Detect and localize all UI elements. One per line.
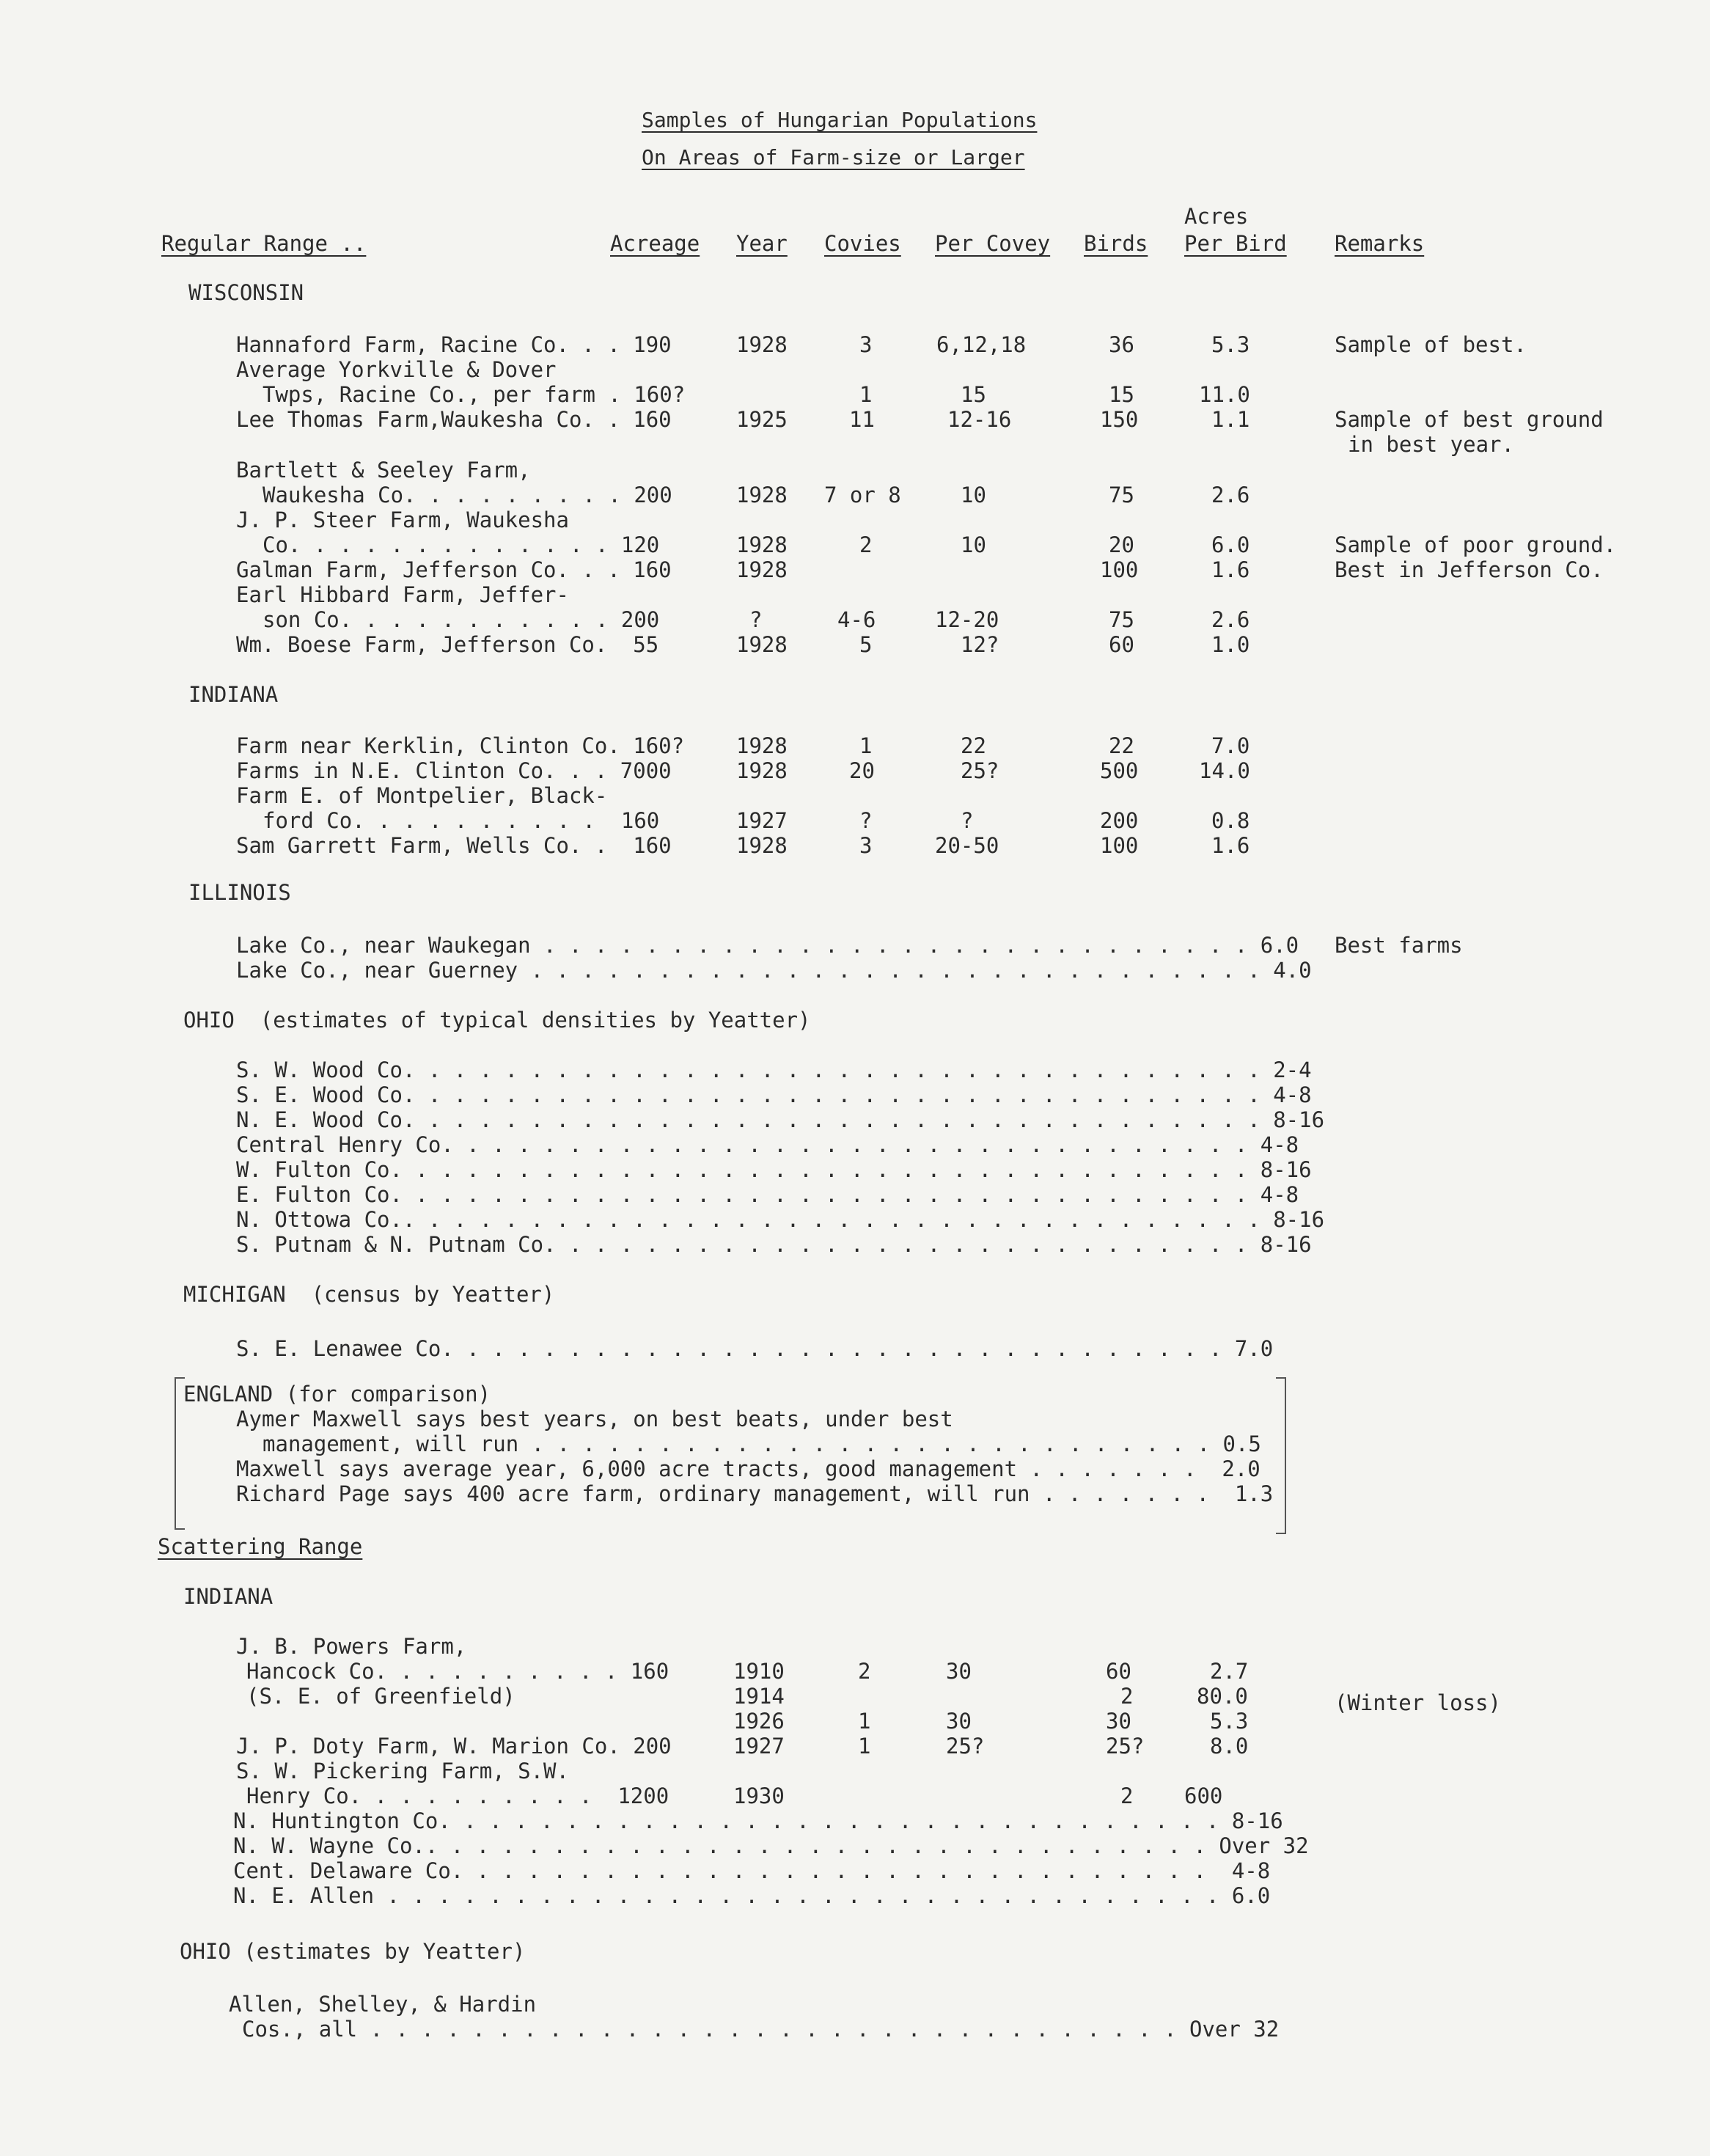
row-year: 1928 (736, 332, 788, 357)
row-year: 1928 (736, 833, 788, 858)
row-name: J. P. Steer Farm, Waukesha (236, 507, 569, 532)
row-name: Twps, Racine Co., per farm . 160? (263, 382, 686, 407)
row-remarks: (Winter loss) (1335, 1690, 1501, 1715)
row-per-covey: 12? (961, 632, 999, 657)
header-acreage: Acreage (610, 231, 700, 256)
row-year: 1928 (736, 532, 788, 557)
row-birds: 100 (1100, 833, 1139, 858)
row-covies: 5 (859, 632, 873, 657)
list-item: Cent. Delaware Co. . . . . . . . . . . . . . . . . . . . . . . . . . . . . . 4-8 (233, 1858, 1271, 1883)
row-covies: 1 (858, 1734, 871, 1759)
row-year: 1928 (736, 733, 788, 758)
row-covies: 2 (858, 1659, 871, 1684)
list-item: N. Huntington Co. . . . . . . . . . . . . . . . . . . . . . . . . . . . . . . 8-16 (233, 1808, 1283, 1833)
row-covies: 2 (859, 532, 873, 557)
row-birds: 100 (1100, 557, 1139, 582)
row-remarks: in best year. (1348, 432, 1514, 457)
list-item: S. W. Wood Co. . . . . . . . . . . . . . . . . . . . . . . . . . . . . . . . . . 2-4 (236, 1057, 1312, 1082)
row-birds: 200 (1100, 808, 1139, 833)
row-name: Earl Hibbard Farm, Jeffer- (236, 582, 569, 607)
row-acres-per-bird: 6.0 (1211, 532, 1250, 557)
row-birds: 22 (1109, 733, 1134, 758)
row-per-covey: 25? (961, 758, 999, 783)
row-covies: ? (859, 808, 873, 833)
header-range: Regular Range .. (161, 231, 367, 256)
row-name: S. W. Pickering Farm, S.W. (236, 1759, 569, 1783)
row-name: Waukesha Co. . . . . . . . . 200 (263, 483, 672, 507)
list-item: management, will run . . . . . . . . . . . . . . . . . . . . . . . . . . . 0.5 (263, 1431, 1261, 1456)
row-per-covey: 25? (946, 1734, 985, 1759)
row-name: Hannaford Farm, Racine Co. . . 190 (236, 332, 672, 357)
list-item: Richard Page says 400 acre farm, ordinary management, will run . . . . . . . 1.3 (236, 1481, 1274, 1506)
list-item: Aymer Maxwell says best years, on best beats, under best (236, 1407, 953, 1431)
list-item: N. Ottowa Co.. . . . . . . . . . . . . . . . . . . . . . . . . . . . . . . . . . 8-16 (236, 1207, 1325, 1232)
row-covies: 20 (849, 758, 875, 783)
row-year: 1927 (733, 1734, 785, 1759)
row-acres-per-bird: 1.0 (1211, 632, 1250, 657)
row-birds: 25? (1106, 1734, 1145, 1759)
section-illinois: ILLINOIS (188, 880, 291, 905)
row-year: 1914 (733, 1684, 785, 1709)
list-item: S. E. Lenawee Co. . . . . . . . . . . . . . . . . . . . . . . . . . . . . . . 7.0 (236, 1336, 1274, 1361)
row-birds: 500 (1100, 758, 1139, 783)
row-remarks: Sample of best. (1335, 332, 1527, 357)
row-acres-per-bird: 2.6 (1211, 483, 1250, 507)
row-per-covey: 15 (961, 382, 986, 407)
row-name: Hancock Co. . . . . . . . . . 160 (246, 1659, 669, 1684)
row-birds: 15 (1109, 382, 1134, 407)
section-ohio-scattering: OHIO (estimates by Yeatter) (180, 1939, 526, 1964)
row-covies: 7 or 8 (824, 483, 901, 507)
list-item: S. E. Wood Co. . . . . . . . . . . . . . . . . . . . . . . . . . . . . . . . . . 4-8 (236, 1082, 1312, 1107)
row-per-covey: 20-50 (935, 833, 999, 858)
row-name: Bartlett & Seeley Farm, (236, 458, 531, 483)
row-name: (S. E. of Greenfield) (246, 1684, 515, 1709)
row-remarks: Best in Jefferson Co. (1335, 557, 1604, 582)
row-per-covey: ? (961, 808, 974, 833)
list-item: E. Fulton Co. . . . . . . . . . . . . . . . . . . . . . . . . . . . . . . . . . 4-8 (236, 1182, 1299, 1207)
row-per-covey: 12-16 (947, 407, 1012, 432)
row-covies: 1 (859, 382, 873, 407)
list-item: Central Henry Co. . . . . . . . . . . . . . . . . . . . . . . . . . . . . . . . 4-8 (236, 1132, 1299, 1157)
row-year: 1928 (736, 557, 788, 582)
row-remarks: Best farms (1335, 933, 1463, 958)
row-per-covey: 30 (946, 1659, 972, 1684)
row-acres-per-bird: 5.3 (1211, 332, 1250, 357)
row-name: J. B. Powers Farm, (236, 1634, 467, 1659)
row-acres-per-bird: 1.6 (1211, 557, 1250, 582)
section-indiana: INDIANA (188, 682, 279, 707)
row-per-covey: 10 (961, 483, 986, 507)
row-covies: 3 (859, 332, 873, 357)
row-acres-per-bird: 0.8 (1211, 808, 1250, 833)
header-covies: Covies (824, 231, 901, 256)
row-per-covey: 22 (961, 733, 986, 758)
row-year: 1928 (736, 758, 788, 783)
row-year: 1930 (733, 1783, 785, 1808)
list-item: Maxwell says average year, 6,000 acre tracts, good management . . . . . . . 2.0 (236, 1456, 1261, 1481)
section-scattering-range: Scattering Range (158, 1534, 363, 1559)
row-birds: 30 (1106, 1709, 1131, 1734)
row-acres-per-bird: 5.3 (1210, 1709, 1249, 1734)
row-acres-per-bird: 14.0 (1199, 758, 1250, 783)
row-name: J. P. Doty Farm, W. Marion Co. 200 (236, 1734, 672, 1759)
list-item: W. Fulton Co. . . . . . . . . . . . . . . . . . . . . . . . . . . . . . . . . . 8-16 (236, 1157, 1312, 1182)
england-right-bracket (1276, 1377, 1286, 1534)
row-acres-per-bird: 600 (1184, 1783, 1223, 1808)
row-acres-per-bird: 80.0 (1197, 1684, 1248, 1709)
row-name: Wm. Boese Farm, Jefferson Co. 55 (236, 632, 659, 657)
doc-title: Samples of Hungarian Populations (642, 108, 1038, 132)
row-birds: 150 (1100, 407, 1139, 432)
row-name: Farm near Kerklin, Clinton Co. 160? (236, 733, 685, 758)
row-birds: 20 (1109, 532, 1134, 557)
row-acres-per-bird: 1.1 (1211, 407, 1250, 432)
row-covies: 1 (858, 1709, 871, 1734)
row-acres-per-bird: 2.7 (1210, 1659, 1249, 1684)
row-covies: 11 (849, 407, 875, 432)
row-year: 1927 (736, 808, 788, 833)
section-indiana-scattering: INDIANA (183, 1584, 274, 1609)
list-item: Cos., all . . . . . . . . . . . . . . . . . . . . . . . . . . . . . . . . Over 32 (242, 2017, 1280, 2042)
row-name: ford Co. . . . . . . . . . 160 (263, 808, 660, 833)
section-england: ENGLAND (for comparison) (183, 1382, 491, 1407)
row-name: Lake Co., near Guerney . . . . . . . . . . . . . . . . . . . . . . . . . . . . . 4.0 (236, 958, 1312, 983)
row-name: Sam Garrett Farm, Wells Co. . 160 (236, 833, 672, 858)
list-item: N. W. Wayne Co.. . . . . . . . . . . . . . . . . . . . . . . . . . . . . . . Over 32 (233, 1833, 1309, 1858)
row-remarks: Sample of poor ground. (1335, 532, 1617, 557)
row-birds: 75 (1109, 607, 1134, 632)
row-name: Allen, Shelley, & Hardin (229, 1992, 537, 2017)
header-per-bird: Per Bird (1184, 231, 1287, 256)
header-per-covey: Per Covey (935, 231, 1051, 256)
row-year: ? (749, 607, 763, 632)
section-wisconsin: WISCONSIN (188, 280, 304, 305)
row-per-covey: 10 (961, 532, 986, 557)
row-birds: 2 (1120, 1684, 1134, 1709)
row-per-covey: 6,12,18 (936, 332, 1027, 357)
row-covies: 3 (859, 833, 873, 858)
row-acres-per-bird: 1.6 (1211, 833, 1250, 858)
row-per-covey: 30 (946, 1709, 972, 1734)
row-name: Farms in N.E. Clinton Co. . . 7000 (236, 758, 672, 783)
list-item: N. E. Allen . . . . . . . . . . . . . . . . . . . . . . . . . . . . . . . . . 6.0 (233, 1883, 1271, 1908)
row-birds: 60 (1109, 632, 1134, 657)
row-name: Galman Farm, Jefferson Co. . . 160 (236, 557, 672, 582)
doc-subtitle: On Areas of Farm-size or Larger (642, 145, 1025, 169)
row-name: Lee Thomas Farm,Waukesha Co. . 160 (236, 407, 672, 432)
header-birds: Birds (1084, 231, 1148, 256)
row-acres-per-bird: 11.0 (1199, 382, 1250, 407)
header-year: Year (736, 231, 788, 256)
row-remarks: Sample of best ground (1335, 407, 1604, 432)
row-year: 1926 (733, 1709, 785, 1734)
row-per-covey: 12-20 (935, 607, 999, 632)
row-name: Henry Co. . . . . . . . . . 1200 (246, 1783, 669, 1808)
row-name: Farm E. of Montpelier, Black- (236, 783, 608, 808)
row-birds: 60 (1106, 1659, 1131, 1684)
row-covies: 1 (859, 733, 873, 758)
row-birds: 75 (1109, 483, 1134, 507)
row-covies: 4-6 (837, 607, 876, 632)
row-birds: 36 (1109, 332, 1134, 357)
row-birds: 2 (1120, 1783, 1134, 1808)
section-michigan: MICHIGAN (census by Yeatter) (183, 1282, 555, 1307)
section-ohio: OHIO (estimates of typical densities by Yeatter) (183, 1008, 811, 1033)
header-remarks: Remarks (1335, 231, 1425, 256)
row-acres-per-bird: 8.0 (1210, 1734, 1249, 1759)
row-acres-per-bird: 7.0 (1211, 733, 1250, 758)
row-year: 1925 (736, 407, 788, 432)
list-item: N. E. Wood Co. . . . . . . . . . . . . . . . . . . . . . . . . . . . . . . . . . 8-16 (236, 1107, 1325, 1132)
row-year: 1910 (733, 1659, 785, 1684)
row-year: 1928 (736, 632, 788, 657)
row-acres-per-bird: 2.6 (1211, 607, 1250, 632)
row-name: Average Yorkville & Dover (236, 357, 557, 382)
row-year: 1928 (736, 483, 788, 507)
row-name: Lake Co., near Waukegan . . . . . . . . . . . . . . . . . . . . . . . . . . . . 6.0 (236, 933, 1299, 958)
row-name: Co. . . . . . . . . . . . . 120 (263, 532, 660, 557)
row-name: son Co. . . . . . . . . . . 200 (263, 607, 660, 632)
header-acres: Acres (1184, 204, 1249, 229)
list-item: S. Putnam & N. Putnam Co. . . . . . . . . . . . . . . . . . . . . . . . . . . . 8-16 (236, 1232, 1312, 1257)
